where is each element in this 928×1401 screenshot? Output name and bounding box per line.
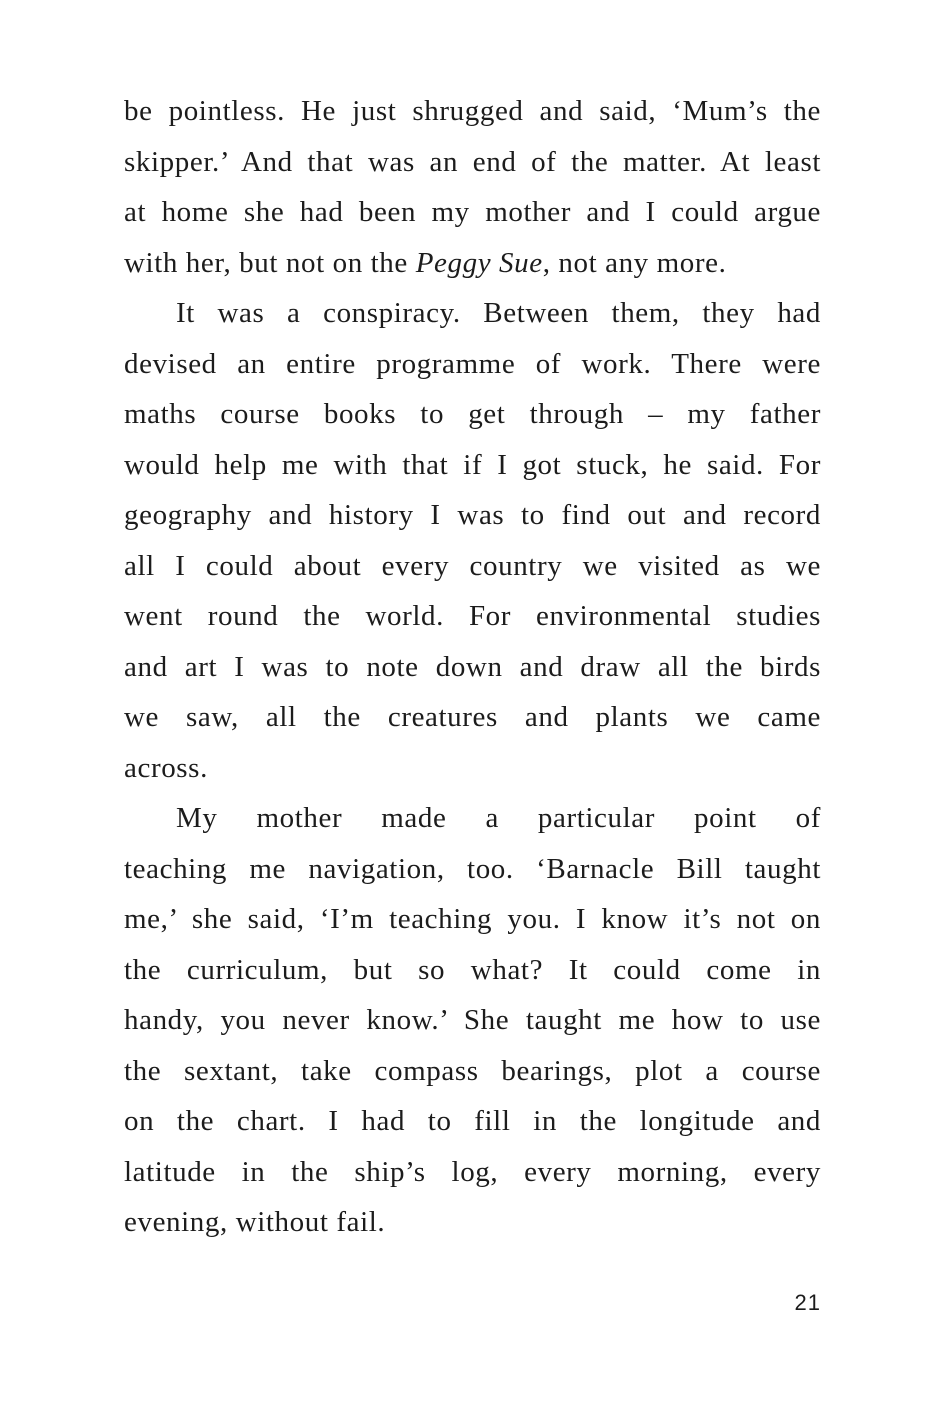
text-line: teaching me navigation, too. ‘Barnacle Bill taught bbox=[124, 852, 821, 885]
page-number: 21 bbox=[794, 1290, 821, 1315]
text-line: on the chart. I had to fill in the longitude and bbox=[124, 1105, 821, 1137]
text-line: went round the world. For environmental studies bbox=[124, 600, 821, 632]
text-line: be pointless. He just shrugged and said, ‘Mum’s the bbox=[124, 95, 821, 127]
text-line: across. bbox=[124, 751, 208, 784]
text-line: devised an entire programme of work. There were bbox=[124, 347, 821, 380]
text-line: geography and history I was to find out and record bbox=[124, 499, 821, 531]
text-line bbox=[124, 238, 821, 289]
body-text bbox=[124, 86, 821, 1248]
text-line: me,’ she said, ‘I’m teaching you. I know it’s not on bbox=[124, 903, 821, 935]
text-line: skipper.’ And that was an end of the matter. At least bbox=[124, 145, 821, 178]
text-line: and art I was to note down and draw all the birds bbox=[124, 650, 821, 683]
ship-name: Peggy Sue bbox=[415, 246, 543, 279]
text-line: the curriculum, but so what? It could come in bbox=[124, 953, 821, 986]
text-line: all I could about every country we visited as we bbox=[124, 549, 821, 582]
text-run: with her, but not on the bbox=[124, 246, 416, 279]
text-line: evening, without fail. bbox=[124, 1206, 386, 1238]
text-run: , not any more. bbox=[542, 246, 727, 279]
text-line: the sextant, take compass bearings, plot a course bbox=[124, 1054, 821, 1087]
text-line: It was a conspiracy. Between them, they had bbox=[176, 297, 821, 329]
text-line: at home she had been my mother and I could argue bbox=[124, 196, 821, 228]
text-line: latitude in the ship’s log, every morning, every bbox=[124, 1155, 821, 1188]
text-line: maths course books to get through – my father bbox=[124, 398, 821, 430]
text-line: we saw, all the creatures and plants we came bbox=[124, 701, 821, 733]
text-line: would help me with that if I got stuck, he said. For bbox=[124, 448, 821, 481]
text-line: handy, you never know.’ She taught me how to use bbox=[124, 1004, 821, 1036]
text-line: My mother made a particular point of bbox=[176, 802, 821, 834]
